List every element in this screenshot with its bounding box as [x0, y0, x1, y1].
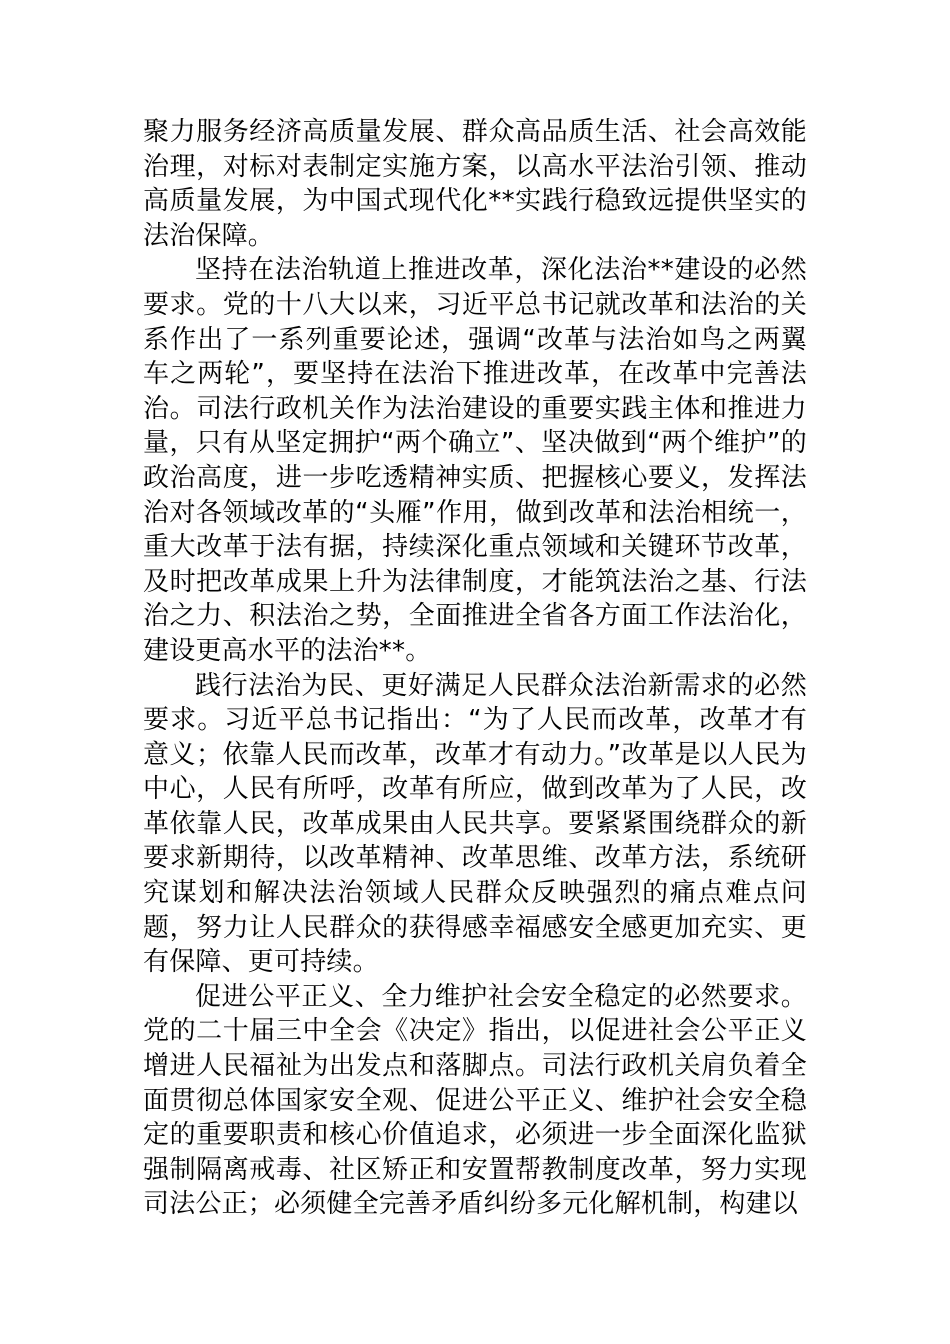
paragraph-4: 促进公平正义、全力维护社会安全稳定的必然要求。党的二十届三中全会《决定》指出，以促进社会公平正义增进人民福祉为出发点和落脚点。司法行政机关肩负着全面贯彻总体国家安全观、促进公平正义、维护社会安全稳定的重要职责和核心价值追求，必须进一步全面深化监狱强制隔离戒毒、社区矫正和安置帮教制度改革，努力实现司法公正；必须健全完善矛盾纠纷多元化解机制，构建以: [143, 981, 807, 1220]
paragraph-3: 践行法治为民、更好满足人民群众法治新需求的必然要求。习近平总书记指出：“为了人民而改革，改革才有意义；依靠人民而改革，改革才有动力。”改革是以人民为中心，人民有所呼，改革有所应，做到改革为了人民，改革依靠人民，改革成果由人民共享。要紧紧围绕群众的新要求新期待，以改革精神、改革思维、改革方法，系统研究谋划和解决法治领域人民群众反映强烈的痛点难点问题，努力让人民群众的获得感幸福感安全感更加充实、更有保障、更可持续。: [143, 670, 807, 978]
paragraph-2: 坚持在法治轨道上推进改革，深化法治**建设的必然要求。党的十八大以来，习近平总书记就改革和法治的关系作出了一系列重要论述，强调“改革与法治如鸟之两翼车之两轮”，要坚持在法治下推进改革，在改革中完善法治。司法行政机关作为法治建设的重要实践主体和推进力量，只有从坚定拥护“两个确立”、坚决做到“两个维护”的政治高度，进一步吃透精神实质、把握核心要义，发挥法治对各领域改革的“头雁”作用，做到改革和法治相统一，重大改革于法有据，持续深化重点领域和关键环节改革，及时把改革成果上升为法律制度，才能筑法治之基、行法治之力、积法治之势，全面推进全省各方面工作法治化，建设更高水平的法治**。: [143, 255, 807, 666]
document-page: [143, 115, 807, 1222]
paragraph-1: 聚力服务经济高质量发展、群众高品质生活、社会高效能治理，对标对表制定实施方案，以高水平法治引领、推动高质量发展，为中国式现代化**实践行稳致远提供坚实的法治保障。: [143, 117, 807, 251]
